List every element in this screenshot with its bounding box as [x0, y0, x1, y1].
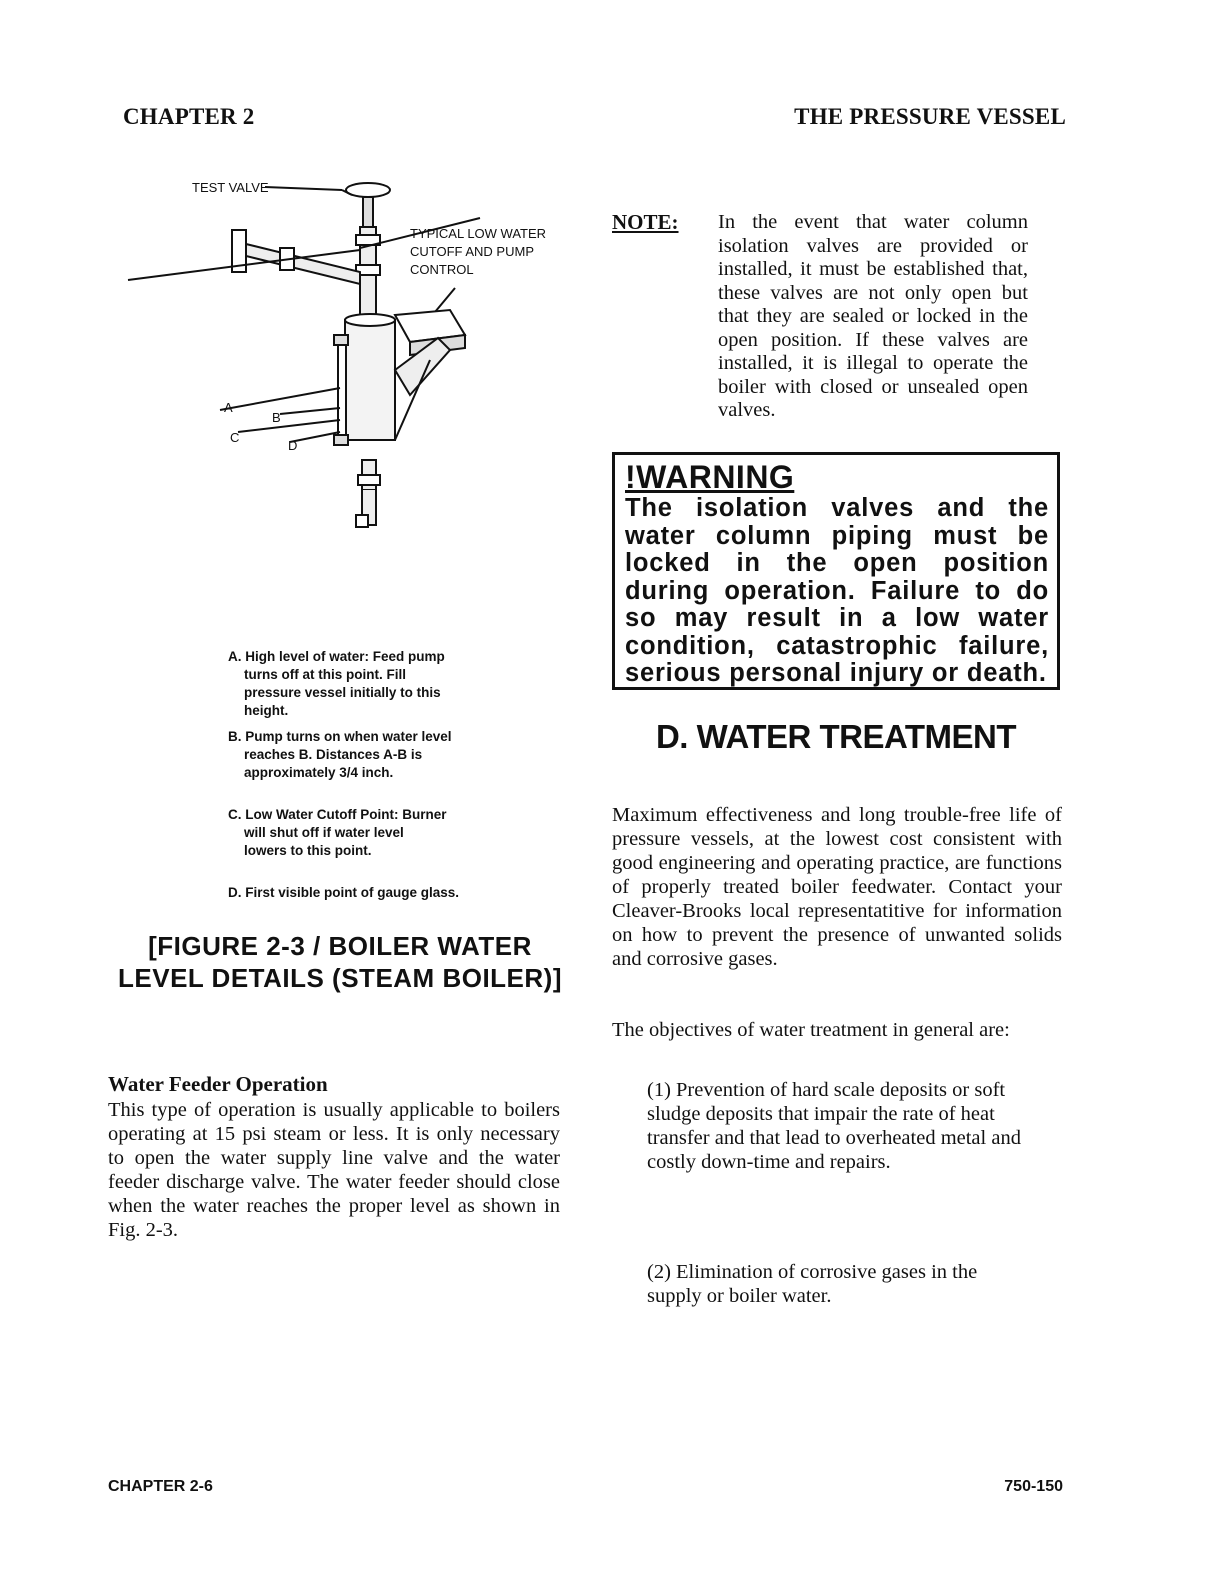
water-feeder-body: This type of operation is usually applicable to boilers operating at 15 psi steam or less. It is only necessary to open the water supply line valve and the water feeder discharge valve. The water feeder should close when the water reaches the proper level as shown in Fig. 2-3.: [108, 1099, 560, 1241]
footer-doc-number: 750-150: [1004, 1478, 1063, 1495]
label-control-1: TYPICAL LOW WATER: [410, 226, 547, 241]
objective-item-1: (1) Prevention of hard scale deposits or soft sludge deposits that impair the rate of heat transfer and that lead to overheated metal and costly down-time and repairs.: [647, 1079, 1021, 1173]
water-treatment-body: Maximum effectiveness and long trouble-free life of pressure vessels, at the lowest cost consistent with good engineering and operating practice, are functions of properly treated boiler feedwater. Contact your Cleaver-Brooks local representatitive for information on how to prevent the presence of unwanted solids and corrosive gases.: [612, 804, 1062, 970]
label-a: A: [224, 400, 233, 415]
boiler-water-level-figure: [120, 170, 600, 550]
section-title: D. WATER TREATMENT: [655, 718, 1017, 755]
label-control-3: CONTROL: [410, 262, 474, 277]
legend-item-c: C. Low Water Cutoff Point: Burner will shut off if water level lowers to this point.: [228, 807, 447, 858]
label-c: C: [230, 430, 240, 445]
note-label: NOTE:: [612, 210, 679, 234]
label-b: B: [272, 410, 281, 425]
section-header: THE PRESSURE VESSEL: [794, 104, 1066, 129]
label-test-valve: TEST VALVE: [192, 180, 269, 195]
note-body: In the event that water column isolation valves are provided or installed, it must be established that, these valves are not only open but that they are sealed or locked in the open position. If these valves are installed, it is illegal to operate the boiler with closed or unsealed open valves.: [718, 211, 1028, 421]
water-feeder-title: Water Feeder Operation: [108, 1072, 328, 1096]
legend-item-a: A. High level of water: Feed pump turns off at this point. Fill pressure vessel initially to this height.: [228, 649, 445, 718]
chapter-header: CHAPTER 2: [123, 104, 255, 129]
test-valve-handle: [346, 183, 390, 197]
objective-item-2: (2) Elimination of corrosive gases in the supply or boiler water.: [647, 1261, 978, 1307]
objectives-intro: The objectives of water treatment in general are:: [612, 1019, 1010, 1041]
gauge-glass: [338, 340, 346, 440]
label-d: D: [288, 438, 298, 453]
figure-caption: [FIGURE 2-3 / BOILER WATER LEVEL DETAILS (STEAM BOILER)]: [118, 931, 562, 993]
water-column-body: [345, 320, 395, 440]
valve-stem: [363, 197, 373, 227]
warning-title: !WARNING: [625, 459, 795, 495]
legend-item-d: D. First visible point of gauge glass.: [228, 885, 460, 900]
label-control-2: CUTOFF AND PUMP: [410, 244, 534, 259]
warning-text: The isolation valves and the water column piping must be locked in the open position during operation. Failure to do so may result in a low water condition, catastrophic failure, serious personal injury or death.: [625, 494, 1049, 687]
footer-page: CHAPTER 2-6: [108, 1478, 213, 1495]
warning-box: [612, 452, 1060, 690]
legend-item-b: B. Pump turns on when water level reaches B. Distances A-B is approximately 3/4 inch.: [228, 729, 452, 780]
